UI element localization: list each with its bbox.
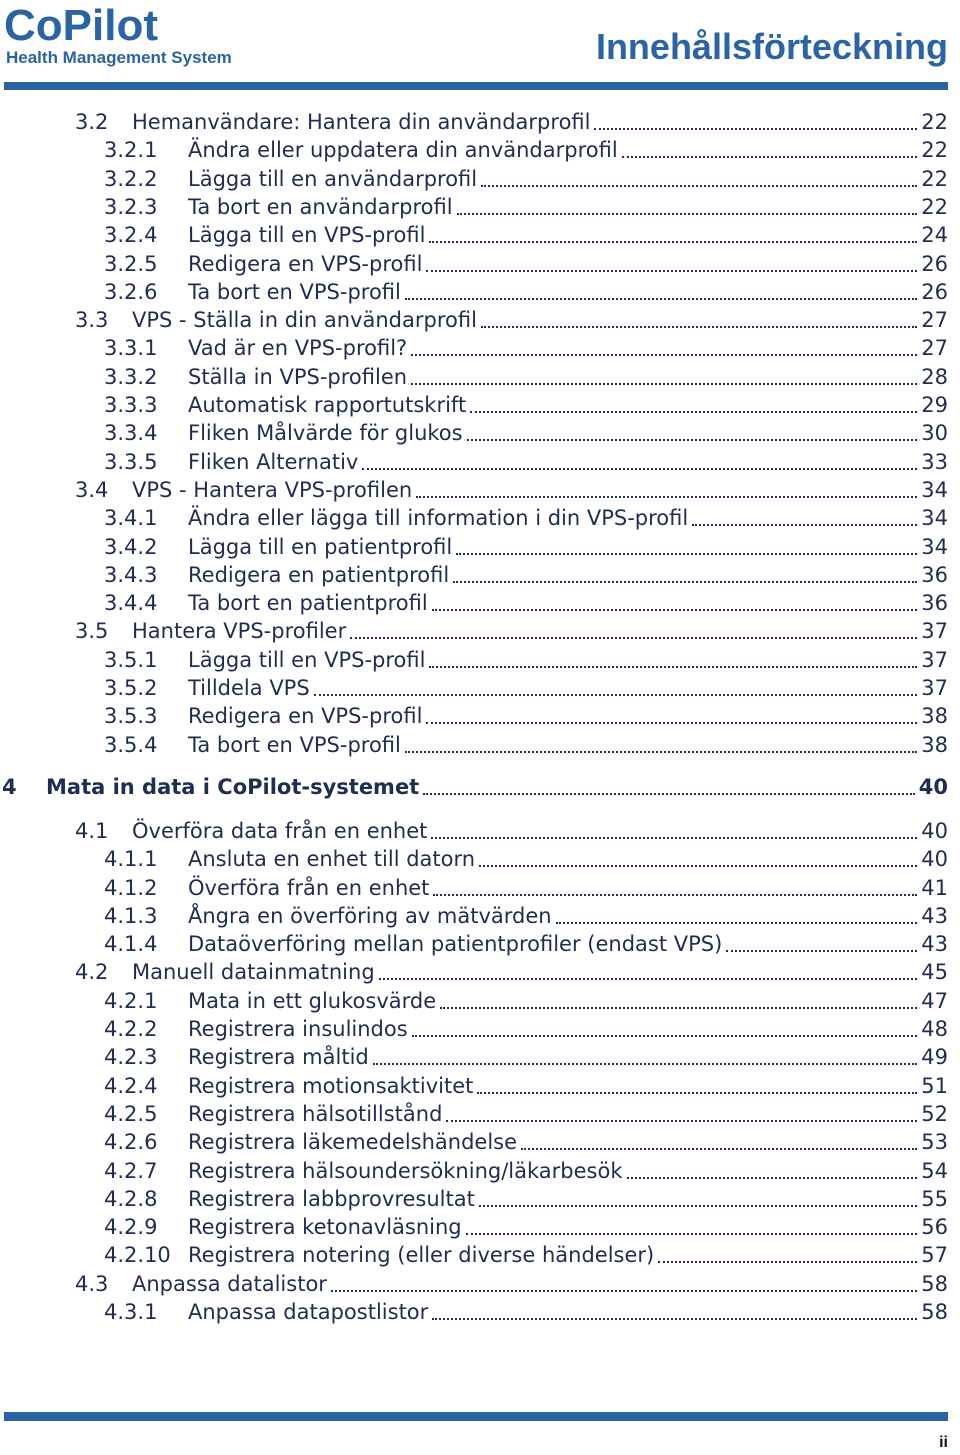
toc-dot-leader [479, 1205, 917, 1207]
toc-dot-leader [405, 751, 917, 753]
toc-entry-page: 34 [921, 477, 948, 502]
toc-entry-label: Fliken Alternativ [188, 449, 359, 474]
toc-entry-number: 3.4 [75, 477, 109, 502]
toc-entry-page: 22 [921, 138, 948, 163]
toc-entry-label: Redigera en patientprofil [188, 562, 450, 587]
toc-entry-number: 3.2.6 [104, 279, 158, 304]
toc-entry-page: 36 [921, 562, 948, 587]
toc-dot-leader [432, 1318, 917, 1320]
toc-entry-number: 3.5.1 [104, 647, 158, 672]
toc-entry-label: Fliken Målvärde för glukos [188, 421, 463, 446]
toc-entry-page: 48 [921, 1017, 948, 1041]
toc-entry-label: Registrera motionsaktivitet [188, 1073, 474, 1098]
toc-entry-page: 49 [921, 1045, 948, 1070]
page-header [0, 0, 960, 92]
toc-dot-leader [350, 637, 917, 639]
toc-entry-number: 3.2.5 [104, 251, 158, 276]
toc-entry-number: 4.1.1 [104, 847, 158, 872]
toc-dot-leader [314, 694, 918, 696]
copilot-logo [4, 1, 244, 74]
toc-entry-number: 3.3.3 [104, 393, 158, 417]
toc-entry-number: 3.2.1 [104, 138, 158, 163]
toc-entry-label: Manuell datainmatning [132, 960, 375, 985]
toc-entry[interactable] [0, 561, 960, 589]
toc-entry-number: 4.2 [75, 960, 109, 985]
toc-entry-number: 4.2.3 [104, 1045, 158, 1070]
header-rule [4, 82, 948, 90]
toc-entry-label: Vad är en VPS-profil? [188, 336, 408, 361]
toc-dot-leader [411, 354, 917, 356]
toc-entry-number: 4.2.5 [104, 1101, 158, 1126]
toc-entry-page: 37 [921, 676, 948, 700]
toc-entry-number: 4.2.6 [104, 1130, 158, 1155]
toc-dot-leader [481, 326, 917, 328]
toc-entry-number: 4.1.3 [104, 903, 158, 928]
toc-entry-page: 27 [921, 308, 948, 333]
toc-entry-number: 3.5.2 [104, 676, 158, 700]
toc-entry-number: 3.4.2 [104, 534, 158, 559]
toc-entry-number: 3.2.4 [104, 223, 158, 248]
toc-entry[interactable] [0, 1015, 960, 1043]
toc-entry[interactable] [0, 1100, 960, 1128]
toc-entry[interactable] [0, 504, 960, 532]
toc-entry-number: 3.5.3 [104, 704, 158, 729]
toc-entry[interactable] [0, 476, 960, 504]
toc-entry-label: Mata in data i CoPilot-systemet [46, 774, 420, 799]
toc-entry-page: 37 [921, 647, 948, 672]
toc-entry-label: Registrera måltid [188, 1045, 369, 1070]
toc-entry[interactable] [0, 448, 960, 476]
toc-entry-page: 43 [921, 903, 948, 928]
toc-dot-leader [405, 298, 917, 300]
toc-entry-label: Anpassa datapostlistor [188, 1300, 429, 1324]
toc-entry[interactable] [0, 1298, 960, 1326]
toc-dot-leader [433, 894, 917, 896]
toc-entry-page: 26 [921, 251, 948, 276]
toc-entry-number: 4.2.4 [104, 1073, 158, 1098]
toc-entry[interactable] [0, 1241, 960, 1269]
toc-entry-number: 4.3 [75, 1271, 109, 1296]
toc-entry[interactable] [0, 930, 960, 958]
toc-entry-label: Mata in ett glukosvärde [188, 988, 437, 1013]
toc-entry-label: Ställa in VPS-profilen [188, 364, 408, 389]
toc-entry-page: 36 [921, 591, 948, 616]
toc-entry-page: 37 [921, 619, 948, 644]
toc-entry-page: 27 [921, 336, 948, 361]
toc-entry-label: Överföra data från en enhet [132, 818, 428, 843]
toc-dot-leader [470, 411, 917, 413]
toc-entry-number: 4.2.8 [104, 1186, 158, 1211]
toc-entry[interactable] [0, 165, 960, 193]
toc-entry[interactable] [0, 874, 960, 902]
toc-entry[interactable] [0, 391, 960, 419]
toc-entry[interactable] [0, 617, 960, 645]
toc-entry-page: 40 [921, 818, 948, 843]
footer-rule [4, 1412, 948, 1421]
toc-entry-page: 47 [921, 988, 948, 1013]
toc-entry-page: 22 [921, 166, 948, 191]
toc-entry[interactable] [0, 1185, 960, 1213]
toc-entry[interactable] [0, 108, 960, 136]
toc-entry[interactable] [0, 193, 960, 221]
toc-entry-label: Lägga till en användarprofil [188, 166, 478, 191]
toc-entry[interactable] [0, 1072, 960, 1100]
toc-entry[interactable] [0, 702, 960, 730]
toc-dot-leader [379, 978, 918, 980]
page-title: Innehållsförteckning [595, 26, 948, 67]
toc-dot-leader [416, 496, 917, 498]
toc-entry[interactable] [0, 1213, 960, 1241]
toc-dot-leader [466, 1233, 918, 1235]
toc-entry-page: 53 [921, 1130, 948, 1155]
toc-dot-leader [440, 1007, 917, 1009]
toc-entry-label: Registrera notering (eller diverse händelser) [188, 1243, 655, 1268]
toc-entry-page: 51 [921, 1073, 948, 1098]
toc-entry-label: Hantera VPS-profiler [132, 619, 347, 644]
toc-entry-page: 55 [921, 1186, 948, 1211]
toc-entry[interactable] [0, 1043, 960, 1071]
toc-dot-leader [453, 581, 917, 583]
toc-entry-label: Registrera insulindos [188, 1017, 408, 1041]
toc-entry-label: Ta bort en VPS-profil [188, 279, 401, 304]
toc-dot-leader [431, 837, 917, 839]
toc-entry[interactable] [0, 250, 960, 278]
toc-entry-label: Ta bort en användarprofil [188, 194, 453, 219]
toc-entry-number: 3.4.1 [104, 506, 158, 531]
toc-dot-leader [432, 609, 918, 611]
toc-entry-number: 3.5.4 [104, 732, 158, 757]
toc-entry-page: 33 [921, 449, 948, 474]
toc-entry-label: Tilldela VPS [188, 676, 310, 700]
toc-entry-number: 4.2.9 [104, 1215, 158, 1240]
toc-entry-number: 4.2.7 [104, 1158, 158, 1183]
toc-dot-leader [627, 1177, 918, 1179]
toc-entry[interactable] [0, 646, 960, 674]
toc-entry-page: 34 [921, 506, 948, 531]
toc-dot-leader [412, 1035, 918, 1037]
toc-entry[interactable] [0, 731, 960, 759]
toc-dot-leader [411, 383, 917, 385]
toc-dot-leader [726, 950, 917, 952]
toc-entry-label: Ta bort en VPS-profil [188, 732, 401, 757]
toc-entry-label: Lägga till en patientprofil [188, 534, 453, 559]
toc-entry[interactable] [0, 363, 960, 391]
toc-entry-label: Hemanvändare: Hantera din användarprofil [132, 110, 591, 134]
toc-entry-page: 38 [921, 704, 948, 729]
toc-entry-page: 56 [921, 1215, 948, 1240]
toc-entry-number: 4.1.2 [104, 875, 158, 900]
toc-dot-leader [481, 185, 917, 187]
toc-entry-page: 38 [921, 732, 948, 757]
toc-entry[interactable] [0, 136, 960, 164]
toc-entry[interactable] [0, 278, 960, 306]
toc-entry[interactable] [0, 817, 960, 845]
toc-entry[interactable] [0, 334, 960, 362]
toc-entry-label: Ändra eller lägga till information i din VPS-profil [188, 506, 689, 531]
toc-entry-number: 4.2.1 [104, 988, 158, 1013]
toc-entry-number: 3.3.2 [104, 364, 158, 389]
toc-dot-leader [594, 128, 917, 130]
toc-entry-label: VPS - Hantera VPS-profilen [132, 477, 413, 502]
toc-entry-label: Registrera labbprovresultat [188, 1186, 475, 1211]
toc-dot-leader [457, 213, 918, 215]
toc-entry-label: Ändra eller uppdatera din användarprofil [188, 138, 618, 163]
toc-entry-number: 3.3.4 [104, 421, 158, 446]
toc-entry-number: 3.5 [75, 619, 109, 644]
toc-dot-leader [556, 922, 918, 924]
toc-dot-leader [479, 865, 917, 867]
toc-entry-label: Registrera läkemedelshändelse [188, 1130, 518, 1155]
toc-entry-number: 3.4.3 [104, 562, 158, 587]
toc-entry-label: Registrera hälsoundersökning/läkarbesök [188, 1158, 623, 1183]
toc-entry-page: 58 [921, 1271, 948, 1296]
toc-dot-leader [373, 1063, 918, 1065]
toc-entry-label: Redigera en VPS-profil [188, 704, 423, 729]
toc-entry-page: 30 [921, 421, 948, 446]
toc-entry-number: 4.1.4 [104, 932, 158, 957]
toc-entry-label: Anpassa datalistor [132, 1271, 327, 1296]
toc-entry-label: Ansluta en enhet till datorn [188, 847, 476, 872]
toc-dot-leader [477, 1092, 917, 1094]
toc-entry[interactable] [0, 674, 960, 702]
toc-dot-leader [446, 1120, 917, 1122]
toc-entry-page: 57 [921, 1243, 948, 1268]
toc-entry[interactable] [0, 589, 960, 617]
toc-entry-label: Registrera ketonavläsning [188, 1215, 462, 1240]
logo-wordmark: CoPilot [4, 1, 158, 50]
toc-entry-number: 3.4.4 [104, 591, 158, 616]
page-number: ii [939, 1434, 948, 1451]
toc-dot-leader [423, 793, 915, 795]
toc-entry[interactable] [0, 902, 960, 930]
toc-entry-page: 41 [921, 875, 948, 900]
toc-entry-number: 4.2.10 [104, 1243, 171, 1268]
toc-entry-page: 54 [921, 1158, 948, 1183]
toc-entry-label: Lägga till en VPS-profil [188, 647, 426, 672]
toc-entry-page: 22 [921, 110, 948, 134]
toc-dot-leader [429, 666, 917, 668]
toc-entry-label: Dataöverföring mellan patientprofiler (endast VPS) [188, 932, 723, 957]
toc-entry-page: 22 [921, 194, 948, 219]
logo-subtitle: Health Management System [6, 48, 232, 67]
toc-dot-leader [456, 553, 917, 555]
toc-entry-page: 40 [918, 774, 948, 799]
toc-entry-number: 3.3.5 [104, 449, 158, 474]
toc-entry[interactable] [0, 1270, 960, 1298]
toc-entry-page: 26 [921, 279, 948, 304]
toc-dot-leader [429, 241, 917, 243]
toc-entry-page: 28 [921, 364, 948, 389]
toc-entry-label: Ta bort en patientprofil [188, 591, 428, 616]
toc-entry[interactable] [0, 419, 960, 447]
toc-entry[interactable] [0, 1157, 960, 1185]
toc-entry[interactable] [0, 958, 960, 986]
toc-entry-label: Överföra från en enhet [188, 875, 430, 900]
toc-dot-leader [426, 722, 917, 724]
toc-entry-label: Automatisk rapportutskrift [188, 393, 467, 417]
toc-entry[interactable] [0, 987, 960, 1015]
toc-entry-page: 58 [921, 1300, 948, 1324]
toc-entry-number: 4.1 [75, 818, 109, 843]
toc-entry[interactable] [0, 306, 960, 334]
toc-entry-page: 24 [921, 223, 948, 248]
toc-entry-number: 3.2.2 [104, 166, 158, 191]
toc-entry-page: 43 [921, 932, 948, 957]
toc-dot-leader [692, 524, 917, 526]
toc-entry-label: Redigera en VPS-profil [188, 251, 423, 276]
toc-entry-page: 29 [921, 393, 948, 417]
toc-entry-number: 3.2.3 [104, 194, 158, 219]
toc-entry-page: 45 [921, 960, 948, 985]
toc-entry[interactable] [0, 845, 960, 873]
toc-entry-label: Registrera hälsotillstånd [188, 1101, 443, 1126]
toc-entry-page: 40 [921, 847, 948, 872]
toc-dot-leader [331, 1290, 917, 1292]
toc-entry-label: VPS - Ställa in din användarprofil [132, 308, 477, 333]
toc-entry-number: 3.2 [75, 110, 109, 134]
toc-entry[interactable] [0, 533, 960, 561]
toc-dot-leader [426, 270, 917, 272]
toc-entry-number: 3.3 [75, 308, 109, 333]
toc-dot-leader [658, 1261, 917, 1263]
toc-entry[interactable] [0, 773, 960, 801]
toc-dot-leader [622, 156, 918, 158]
toc-entry[interactable] [0, 221, 960, 249]
toc-entry-label: Lägga till en VPS-profil [188, 223, 426, 248]
toc-dot-leader [521, 1148, 917, 1150]
toc-entry-label: Ångra en överföring av mätvärden [188, 903, 552, 928]
toc-entry[interactable] [0, 1128, 960, 1156]
toc-entry-page: 52 [921, 1101, 948, 1126]
toc-entry-number: 3.3.1 [104, 336, 158, 361]
toc-entry-number: 4.2.2 [104, 1017, 158, 1041]
toc-dot-leader [362, 468, 917, 470]
toc-dot-leader [467, 439, 918, 441]
toc-entry-number: 4 [2, 774, 17, 799]
toc-entry-number: 4.3.1 [104, 1300, 158, 1324]
toc-entry-page: 34 [921, 534, 948, 559]
